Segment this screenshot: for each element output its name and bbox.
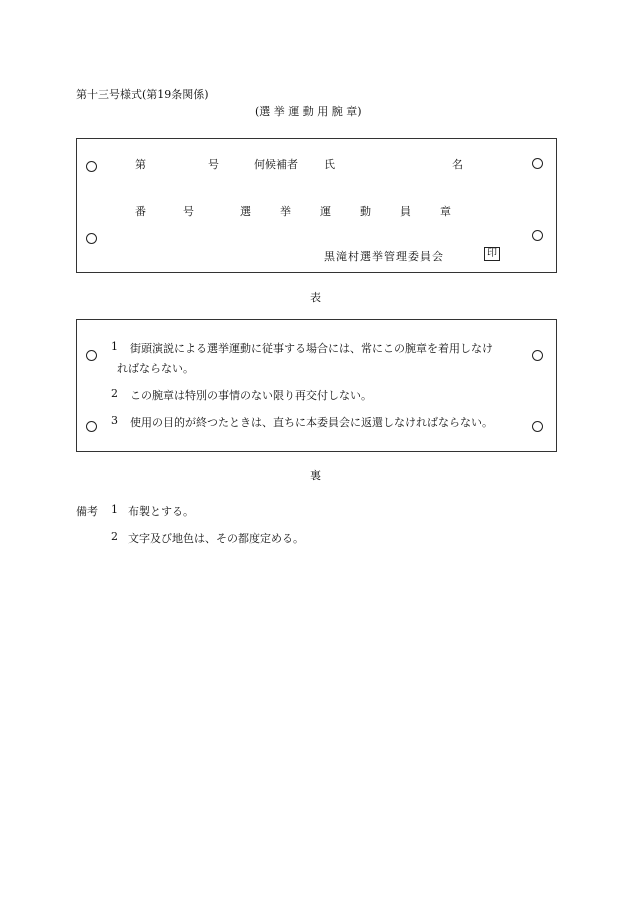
notes-label: 備考 (76, 505, 98, 518)
front-caption: 表 (310, 291, 321, 304)
note-number: 2 (111, 530, 118, 543)
back-item-text: 街頭演説による選挙運動に従事する場合には、常にこの腕章を着用しなけ (130, 342, 493, 355)
punch-hole-icon (86, 350, 97, 361)
label-mei: 名 (452, 158, 463, 171)
punch-hole-icon (532, 350, 543, 361)
punch-hole-icon (86, 421, 97, 432)
committee-name: 黒滝村選挙管理委員会 (324, 250, 444, 263)
punch-hole-icon (532, 158, 543, 169)
back-item-number: 3 (111, 414, 118, 427)
armband-back (76, 319, 557, 452)
form-label: 第十三号様式(第19条関係) (76, 88, 209, 101)
armband-front (76, 138, 557, 273)
label-go-2: 号 (183, 205, 194, 218)
punch-hole-icon (86, 161, 97, 172)
back-item-number: 2 (111, 387, 118, 400)
label-shi: 氏 (324, 158, 335, 171)
back-item-number: 1 (111, 340, 118, 353)
note-text: 文字及び地色は、その都度定める。 (128, 532, 304, 545)
note-text: 布製とする。 (128, 505, 194, 518)
label-go: 号 (208, 158, 219, 171)
punch-hole-icon (86, 233, 97, 244)
armband-char: 運 (320, 205, 331, 218)
armband-char: 選 (240, 205, 251, 218)
back-caption: 裏 (310, 469, 321, 482)
form-title: (選 挙 運 動 用 腕 章) (255, 105, 362, 118)
back-item-text-cont: ればならない。 (117, 362, 194, 375)
armband-char: 動 (360, 205, 371, 218)
back-item-text: この腕章は特別の事情のない限り再交付しない。 (130, 389, 372, 402)
back-item-text: 使用の目的が終つたときは、直ちに本委員会に返還しなければならない。 (130, 416, 493, 429)
label-ban: 番 (135, 205, 146, 218)
seal-stamp: 印 (484, 247, 500, 261)
armband-char: 挙 (280, 205, 291, 218)
armband-char: 章 (440, 205, 451, 218)
label-dai: 第 (135, 158, 146, 171)
punch-hole-icon (532, 421, 543, 432)
label-candidate: 何候補者 (254, 158, 298, 171)
armband-char: 員 (400, 205, 411, 218)
note-number: 1 (111, 503, 118, 516)
punch-hole-icon (532, 230, 543, 241)
